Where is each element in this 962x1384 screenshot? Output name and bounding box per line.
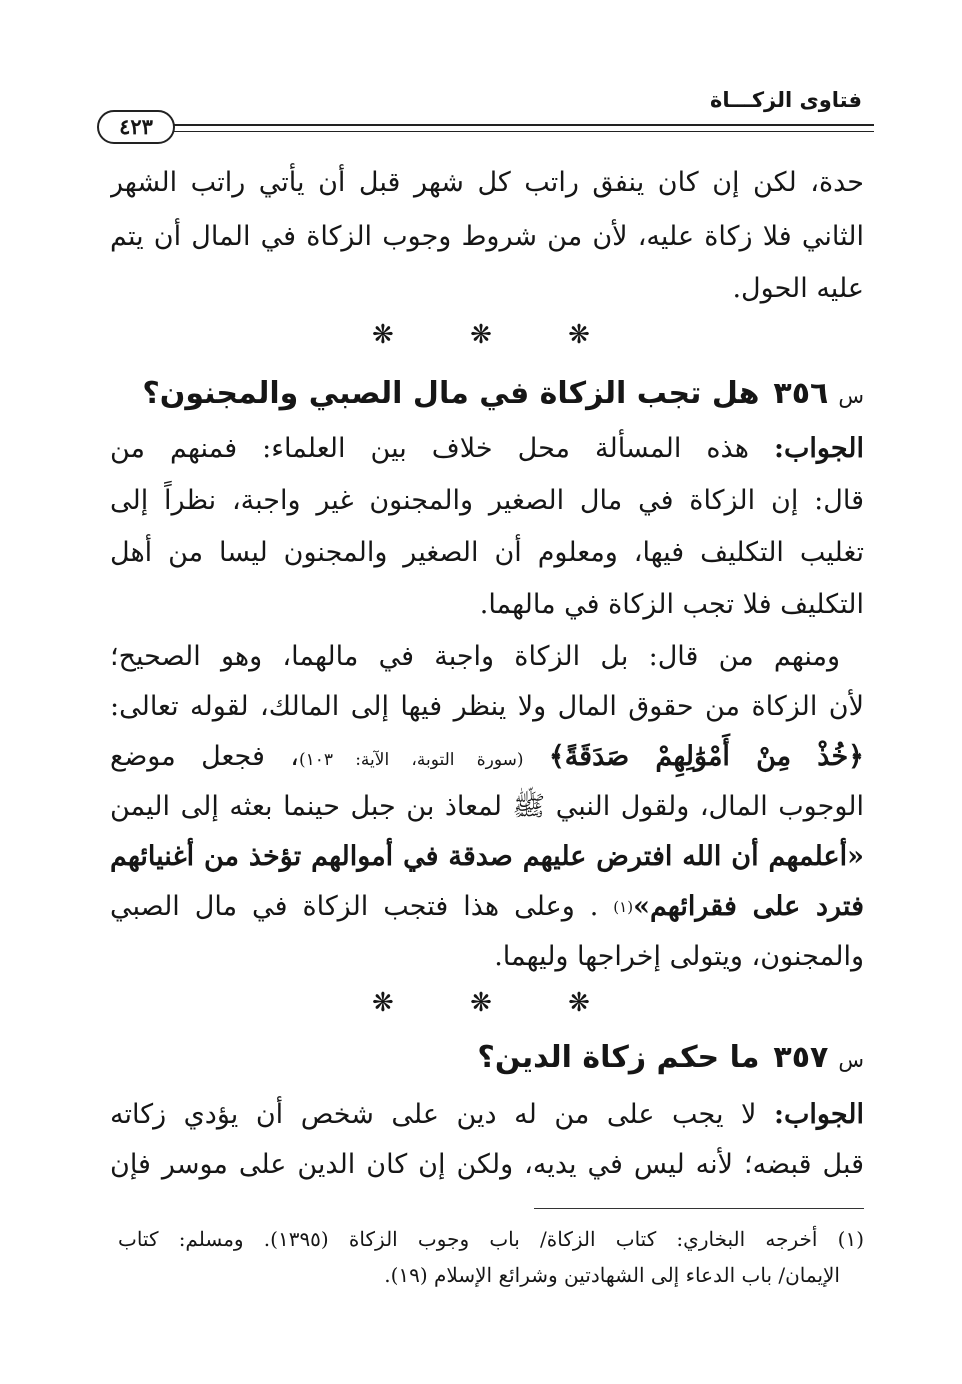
hadith-text: فترد على فقرائهم» xyxy=(633,891,864,922)
page-number: ٤٢٣ xyxy=(97,110,175,144)
answer-label: الجواب: xyxy=(774,1099,864,1130)
body-line: عليه الحول. xyxy=(732,273,864,304)
question-text: هل تجب الزكاة في مال الصبي والمجنون؟ xyxy=(142,376,760,411)
body-line: والمجنون، ويتولى إخراجها وليهما. xyxy=(494,941,864,972)
hadith-line: «أعلمهم أن الله افترض عليهم صدقة في أموالهم تؤخذ من أغنيائهم xyxy=(110,841,864,872)
quran-verse: ﴿خُذْ مِنْ أَمْوَٰلِهِمْ صَدَقَةً﴾ xyxy=(548,741,864,772)
verse-reference: (سورة التوبة، الآية: ١٠٣) xyxy=(298,750,524,770)
body-line: تغليب التكليف فيها، ومعلوم أن الصغير والمجنون ليسا من أهل xyxy=(110,537,864,568)
question-heading xyxy=(477,1036,864,1082)
body-line: ومنهم من قال: بل الزكاة واجبة في مالهما، وهو الصحيح؛ xyxy=(110,641,840,672)
question-heading xyxy=(142,372,864,418)
header-rule-thin xyxy=(170,131,874,132)
answer-line xyxy=(110,1090,864,1140)
running-title: فتاوى الزكـــاة xyxy=(710,88,862,112)
body-line xyxy=(110,882,864,932)
question-text: ما حكم زكاة الدين؟ xyxy=(477,1040,760,1075)
body-line: حدة، لكن إن كان ينفق راتب كل شهر قبل أن يأتي راتب الشهر xyxy=(110,167,864,198)
question-symbol: س xyxy=(838,384,864,408)
header-rule xyxy=(170,124,874,126)
body-line: قبل قبضه؛ لأنه ليس في يديه، ولكن إن كان الدين على موسر فإن xyxy=(110,1149,864,1180)
body-line: الوجوب المال، ولقول النبي ﷺ لمعاذ بن جبل حينما بعثه إلى اليمن xyxy=(110,791,864,822)
section-separator: ❋ ❋ ❋ xyxy=(372,988,624,1018)
body-text: ، فجعل موضع xyxy=(110,741,299,772)
body-text: . وعلى هذا فتجب الزكاة في مال الصبي xyxy=(110,891,599,922)
footnote-line: الإيمان/ باب الدعاء إلى الشهادتين وشرائع الإسلام (١٩). xyxy=(384,1263,840,1287)
body-line: الثاني فلا زكاة عليه، لأن من شروط وجوب الزكاة في المال أن يتم xyxy=(110,221,864,252)
question-number: ٣٥٦ xyxy=(773,376,829,411)
body-line: لأن الزكاة من حقوق المال ولا ينظر فيها إلى المالك، لقوله تعالى: xyxy=(110,691,864,722)
footnote-marker[interactable]: (١) xyxy=(613,898,634,916)
answer-text: لا يجب على من له دين على شخص أن يؤدي زكاته xyxy=(110,1099,757,1130)
question-number: ٣٥٧ xyxy=(773,1040,829,1075)
footnote-rule xyxy=(534,1208,864,1209)
section-separator: ❋ ❋ ❋ xyxy=(372,320,624,350)
answer-line xyxy=(110,424,864,474)
answer-text: هذه المسألة محل خلاف بين العلماء: فمنهم من xyxy=(110,433,749,464)
question-symbol: س xyxy=(838,1048,864,1072)
body-line: قال: إن الزكاة في مال الصغير والمجنون غير واجبة، نظراً إلى xyxy=(110,485,864,516)
footnote-line: (١) أخرجه البخاري: كتاب الزكاة/ باب وجوب الزكاة (١٣٩٥). ومسلم: كتاب xyxy=(118,1227,864,1251)
verse-line xyxy=(110,732,864,785)
body-line: التكليف فلا تجب الزكاة في مالهما. xyxy=(479,589,864,620)
answer-label: الجواب: xyxy=(774,433,864,464)
